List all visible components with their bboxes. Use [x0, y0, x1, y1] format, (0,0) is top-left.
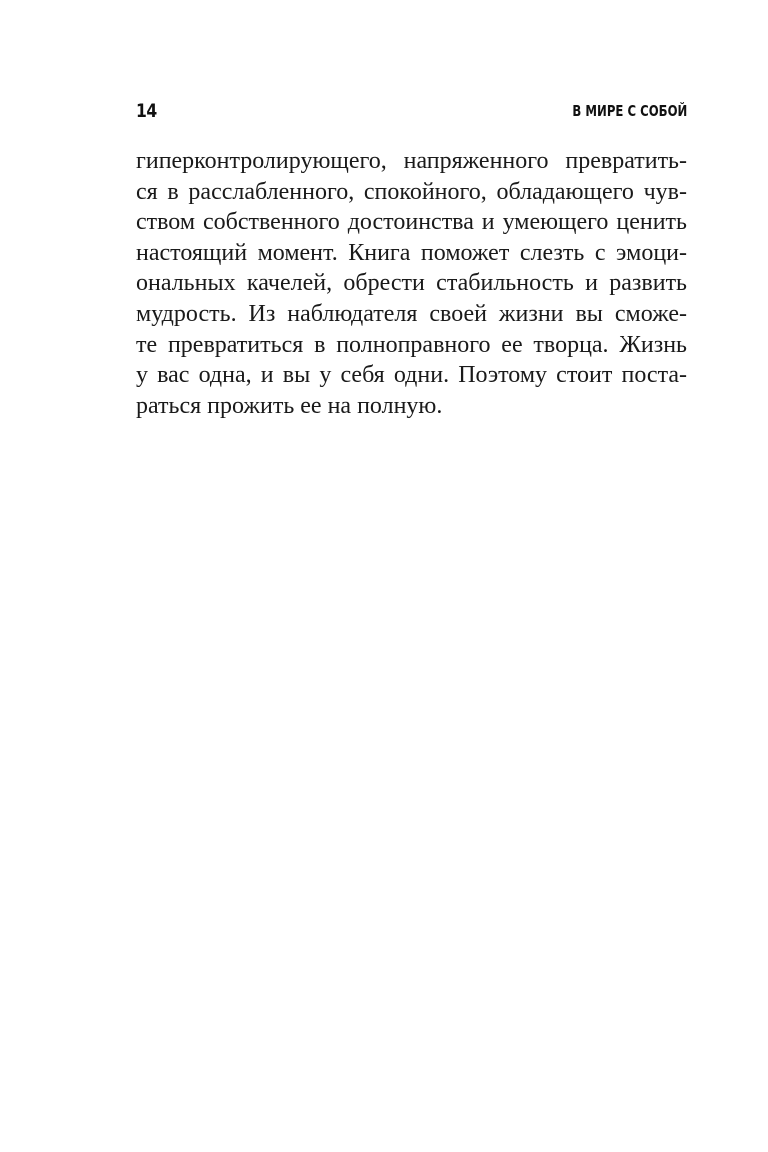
running-title: В МИРЕ С СОБОЙ: [572, 102, 687, 120]
text-line: те превратиться в полноправного ее творца. Жизнь: [136, 331, 687, 358]
page-number: 14: [136, 100, 157, 122]
running-head: [136, 100, 687, 128]
text-line: ся в расслабленного, спокойного, обладающего чув-: [136, 178, 687, 205]
text-line: ством собственного достоинства и умеющего ценить: [136, 209, 687, 236]
body-paragraph: [136, 146, 687, 421]
text-line: мудрость. Из наблюдателя своей жизни вы сможе-: [136, 300, 687, 327]
text-line-last: раться прожить ее на полную.: [136, 392, 443, 419]
text-line: гиперконтролирующего, напряженного превратить-: [136, 148, 687, 174]
text-line: ональных качелей, обрести стабильность и развить: [136, 270, 687, 297]
text-line: у вас одна, и вы у себя одни. Поэтому стоит поста-: [136, 362, 687, 389]
text-line: настоящий момент. Книга поможет слезть с эмоци-: [136, 239, 687, 266]
